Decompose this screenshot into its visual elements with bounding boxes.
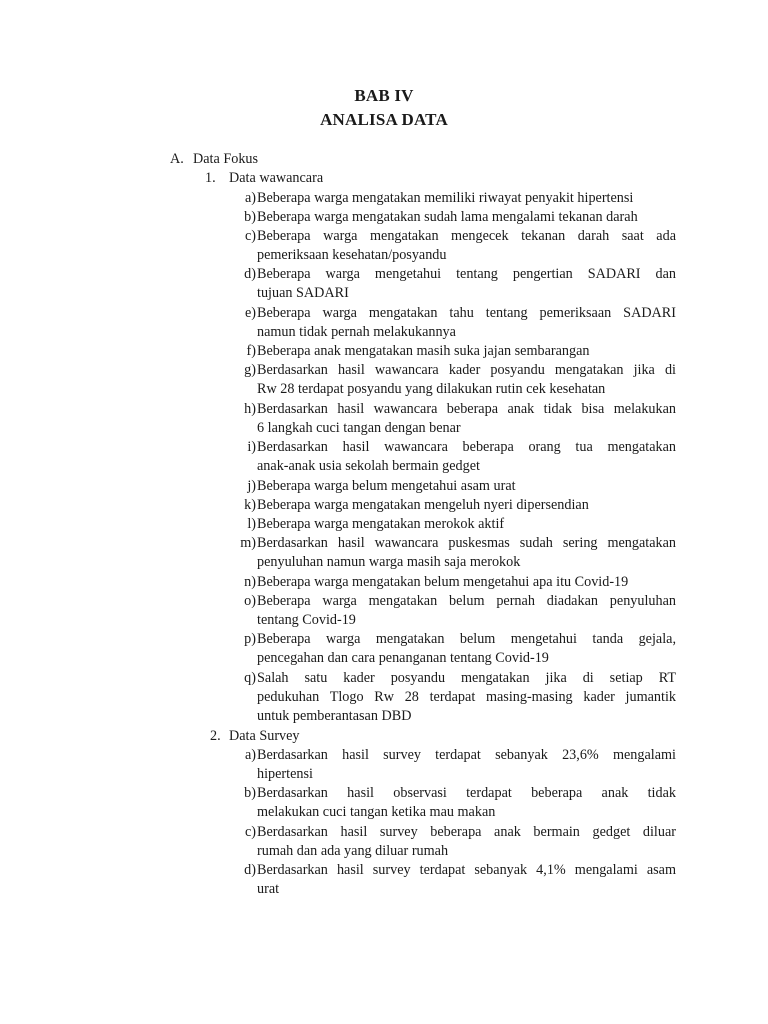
section-a-label: Data Fokus — [193, 151, 259, 167]
list-item-text — [257, 861, 676, 899]
list-item-marker: m) — [240, 535, 256, 552]
list-item-marker: l) — [247, 515, 256, 532]
list-item-line: pencegahan dan cara penanganan tentang Covid-19 — [257, 650, 549, 667]
list-item-line: pedukuhan Tlogo Rw 28 terdapat masing-masing kader jumantik — [257, 688, 676, 705]
list-item-line: Beberapa warga mengatakan mengecek tekanan darah saat ada — [257, 227, 676, 244]
list-item-marker: p) — [244, 631, 256, 648]
list-item-line: Berdasarkan hasil wawancara puskesmas sudah sering mengatakan — [257, 535, 676, 552]
list-item-text — [257, 669, 676, 727]
list-item-marker: o) — [244, 592, 256, 609]
list-item-line: Berdasarkan hasil wawancara beberapa orang tua mengatakan — [257, 439, 676, 456]
list-item-marker: q) — [244, 669, 256, 686]
list-item-line: hipertensi — [257, 765, 313, 782]
list-item-text — [257, 208, 676, 227]
list-item-text — [257, 573, 676, 592]
list-item-marker: e) — [244, 304, 256, 321]
list-item-line: Beberapa warga mengatakan belum pernah diadakan penyuluhan — [257, 592, 676, 609]
list-item-line: Rw 28 terdapat posyandu yang dilakukan rutin cek kesehatan — [257, 381, 606, 398]
list-item-line: Berdasarkan hasil observasi terdapat beberapa anak tidak — [257, 785, 676, 802]
list-item-marker: a) — [244, 189, 256, 206]
list-item-text — [257, 361, 676, 399]
list-item-text — [257, 823, 676, 861]
list-item-text — [257, 534, 676, 572]
list-item-line: Berdasarkan hasil survey terdapat sebanyak 4,1% mengalami asam — [257, 862, 676, 878]
list-item-text — [257, 630, 676, 668]
sub1-marker: 1. — [205, 170, 216, 186]
sub2-label: Data Survey — [229, 727, 300, 744]
list-item-line: tujuan SADARI — [257, 285, 349, 302]
list-item-line: Beberapa warga mengatakan belum mengetahui tanda gejala, — [257, 631, 676, 648]
list-item-line: Beberapa anak mengatakan masih suka jajan sembarangan — [257, 343, 590, 360]
list-item-text — [257, 438, 676, 476]
list-item-line: rumah dan ada yang diluar rumah — [257, 842, 449, 859]
list-item-line: namun tidak pernah melakukannya — [257, 323, 456, 340]
list-item-text — [257, 189, 676, 208]
list-item-marker: d) — [244, 862, 256, 878]
list-item-line: untuk pemberantasan DBD — [257, 707, 412, 724]
list-item-marker: c) — [244, 823, 256, 840]
list-item-text — [257, 400, 676, 438]
sub1-label: Data wawancara — [229, 170, 324, 186]
list-item-line: Beberapa warga mengatakan mengeluh nyeri dipersendian — [257, 496, 589, 513]
list-item-line: 6 langkah cuci tangan dengan benar — [257, 419, 461, 436]
list-item-text — [257, 496, 676, 515]
list-item-line: anak-anak usia sekolah bermain gedget — [257, 458, 480, 475]
list-item-line: melakukan cuci tangan ketika mau makan — [257, 804, 496, 821]
list-item-line: Beberapa warga mengatakan merokok aktif — [257, 515, 505, 532]
list-item-marker: c) — [244, 227, 256, 244]
list-item-line: penyuluhan namun warga masih saja merokok — [257, 554, 521, 571]
list-item-line: tentang Covid-19 — [257, 611, 356, 628]
list-item-marker: d) — [244, 266, 256, 283]
list-item-line: Beberapa warga mengatakan sudah lama mengalami tekanan darah — [257, 208, 638, 225]
list-item-marker: f) — [246, 343, 256, 360]
chapter-subtitle: ANALISA DATA — [320, 110, 448, 129]
list-item-line: Berdasarkan hasil survey beberapa anak bermain gedget diluar — [257, 823, 676, 840]
list-item-text — [257, 592, 676, 630]
list-item-text — [257, 304, 676, 342]
list-item-marker: k) — [244, 496, 256, 513]
list-item-line: Beberapa warga belum mengetahui asam urat — [257, 477, 516, 494]
list-item-marker: b) — [244, 785, 256, 802]
section-a-marker: A. — [170, 151, 184, 167]
list-item-line: Beberapa warga mengetahui tentang pengertian SADARI dan — [257, 266, 676, 283]
list-item-line: urat — [257, 881, 280, 898]
sub2-marker: 2. — [210, 727, 221, 744]
list-item-line: Beberapa warga mengatakan tahu tentang pemeriksaan SADARI — [257, 304, 676, 321]
list-item-line: pemeriksaan kesehatan/posyandu — [257, 247, 447, 264]
list-item-text — [257, 746, 676, 784]
list-item-marker: j) — [247, 477, 256, 494]
list-item-line: Berdasarkan hasil wawancara kader posyandu mengatakan jika di — [257, 362, 676, 379]
list-item-line: Salah satu kader posyandu mengatakan jika di setiap RT — [257, 669, 676, 686]
list-item-text — [257, 342, 676, 361]
list-item-line: Beberapa warga mengatakan memiliki riwayat penyakit hipertensi — [257, 189, 634, 206]
list-item-text — [257, 477, 676, 496]
chapter-title: BAB IV — [354, 86, 414, 105]
list-item-marker: b) — [244, 208, 256, 225]
list-item-line: Beberapa warga mengatakan belum mengetahui apa itu Covid-19 — [257, 573, 629, 590]
list-item-marker: n) — [244, 573, 256, 590]
list-item-text — [257, 784, 676, 822]
list-item-line: Berdasarkan hasil survey terdapat sebanyak 23,6% mengalami — [257, 746, 676, 763]
list-item-text — [257, 265, 676, 303]
list-item-marker: h) — [244, 400, 256, 417]
list-item-marker: g) — [244, 362, 256, 379]
list-item-text — [257, 515, 676, 534]
list-item-text — [257, 227, 676, 265]
list-item-line: Berdasarkan hasil wawancara beberapa anak tidak bisa melakukan — [257, 400, 676, 417]
list-item-marker: a) — [244, 746, 256, 763]
list-item-marker: i) — [247, 439, 256, 456]
